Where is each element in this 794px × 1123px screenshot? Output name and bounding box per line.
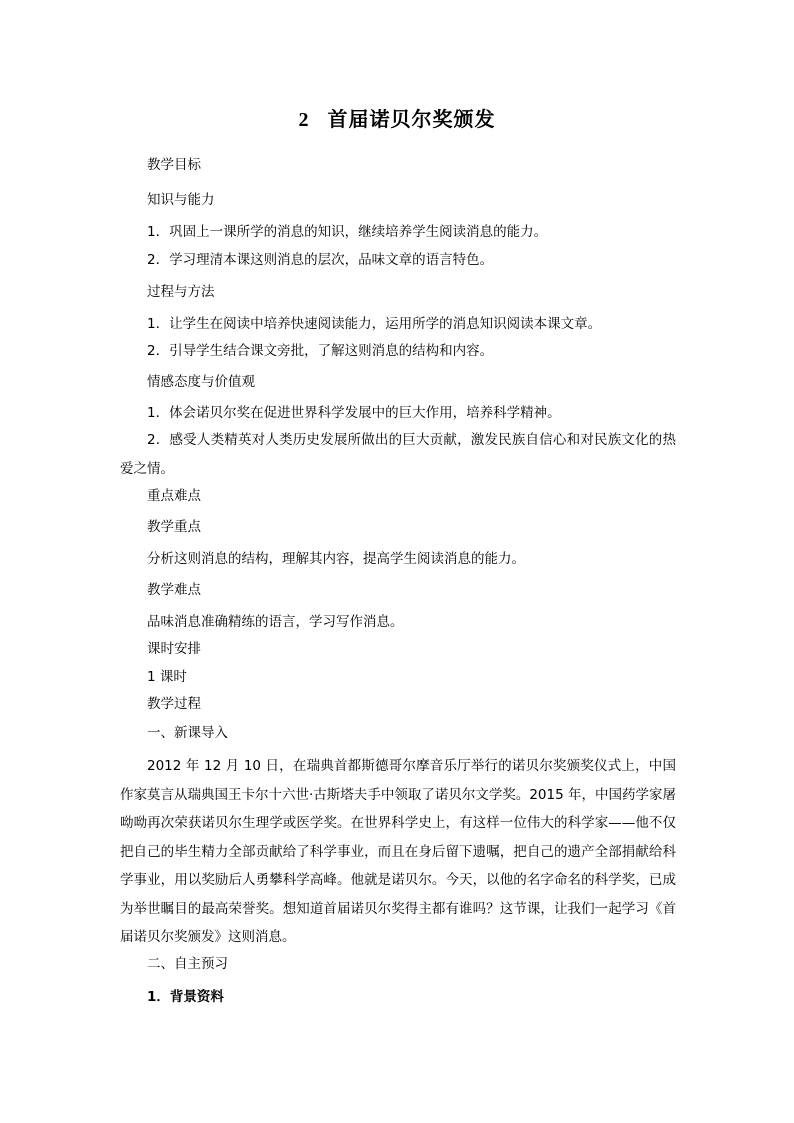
heading-class-schedule: 课时安排: [147, 641, 201, 657]
title-text: 首届诺贝尔奖颁发: [327, 107, 496, 131]
heading-process-method: 过程与方法: [147, 284, 215, 300]
heading-emotion-values: 情感态度与价值观: [147, 374, 255, 390]
heading-teaching-difficulty: 教学难点: [147, 582, 201, 598]
knowledge-item-1: 1．巩固上一课所学的消息的知识，继续培养学生阅读消息的能力。: [147, 224, 548, 240]
heading-teaching-goal: 教学目标: [147, 157, 201, 173]
process-item-1: 1．让学生在阅读中培养快速阅读能力，运用所学的消息知识阅读本课文章。: [147, 316, 602, 332]
heading-teaching-key: 教学重点: [147, 519, 201, 535]
heading-new-lesson-intro: 一、新课导入: [147, 725, 228, 741]
heading-teaching-process: 教学过程: [147, 696, 201, 712]
teaching-key-text: 分析这则消息的结构，理解其内容，提高学生阅读消息的能力。: [147, 551, 525, 567]
heading-knowledge-ability: 知识与能力: [147, 192, 215, 208]
page-title: [0, 103, 794, 132]
emotion-item-2: 2．感受人类精英对人类历史发展所做出的巨大贡献，激发民族自信心和对民族文化的热爱之情。: [120, 432, 676, 477]
process-item-2: 2．引导学生结合课文旁批，了解这则消息的结构和内容。: [147, 343, 494, 359]
intro-paragraph: 2012 年 12 月 10 日，在瑞典首都斯德哥尔摩音乐厅举行的诺贝尔奖颁奖仪式上，中国作家莫言从瑞典国王卡尔十六世·古斯塔夫手中领取了诺贝尔文学奖。2015 年，中国药学家屠呦呦再次荣获诺贝尔生理学或医学奖。在世界科学史上，有这样一位伟大的科学家——他不仅把自己的毕生精力全部贡献给了科学事业，而且在身后留下遗嘱，把自己的遗产全部捐献给科学事业，用以奖励后人勇攀科学高峰。他就是诺贝尔。今天，以他的名字命名的科学奖，已成为举世瞩目的最高荣誉奖。想知道首届诺贝尔奖得主都有谁吗？这节课，让我们一起学习《首届诺贝尔奖颁发》这则消息。: [120, 758, 676, 945]
heading-key-difficult: 重点难点: [147, 488, 201, 504]
emotion-item-1: 1．体会诺贝尔奖在促进世界科学发展中的巨大作用，培养科学精神。: [147, 405, 561, 421]
heading-self-preview: 二、自主预习: [147, 956, 228, 972]
teaching-difficulty-text: 品味消息准确精练的语言，学习写作消息。: [147, 614, 404, 630]
heading-background-info: 1．背景资料: [147, 989, 224, 1005]
knowledge-item-2: 2．学习理清本课这则消息的层次，品味文章的语言特色。: [147, 252, 494, 268]
class-schedule-text: 1 课时: [147, 669, 187, 685]
title-number: 2: [298, 109, 310, 131]
